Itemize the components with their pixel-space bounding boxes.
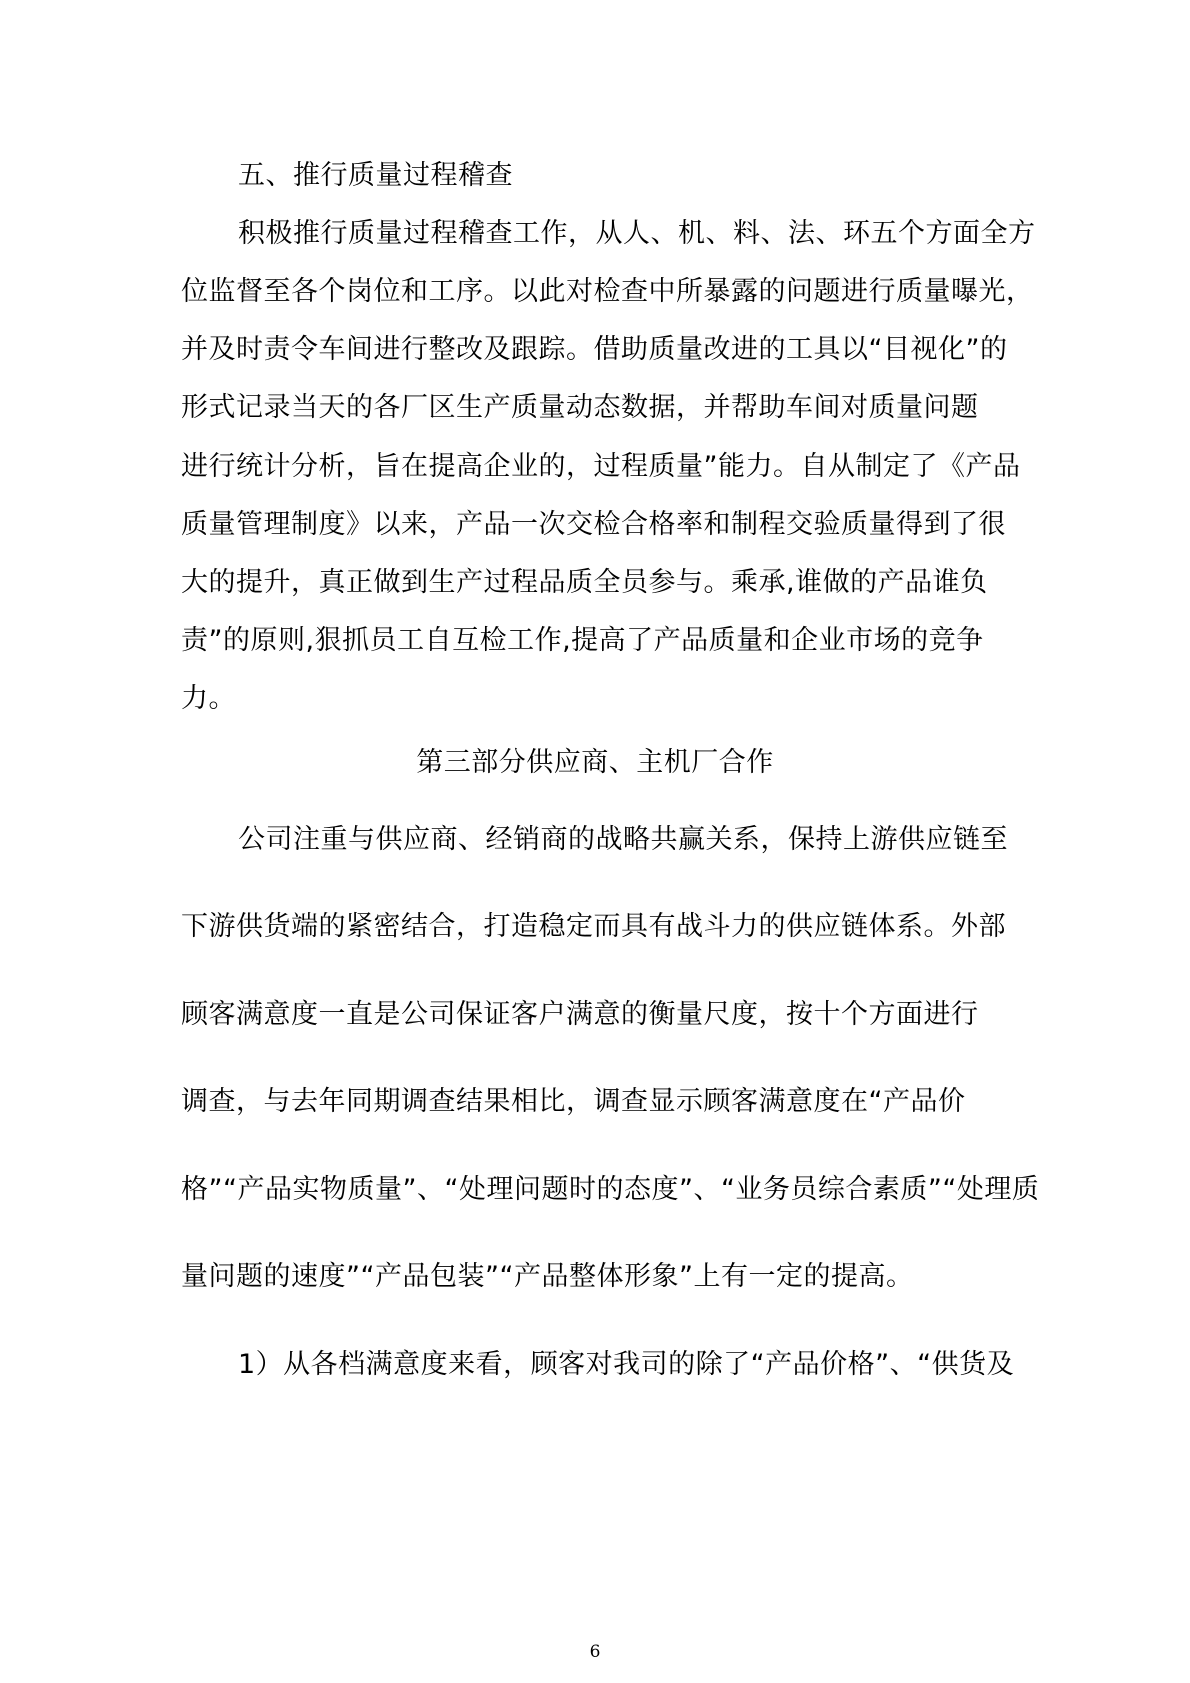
paragraph-line: 下游供货端的紧密结合，打造稳定而具有战斗力的供应链体系。外部 xyxy=(181,911,1006,942)
paragraph-line: 位监督至各个岗位和工序。以此对检查中所暴露的问题进行质量曝光， xyxy=(181,276,1034,307)
paragraph-line: 形式记录当天的各厂区生产质量动态数据，并帮助车间对质量问题 xyxy=(181,392,979,423)
paragraph-line: 调查，与去年同期调查结果相比，调查显示顾客满意度在“产品价 xyxy=(181,1086,966,1117)
paragraph-line: 力。 xyxy=(181,683,236,714)
section-heading: 五、推行质量过程稽查 xyxy=(238,160,513,191)
part-heading: 第三部分供应商、主机厂合作 xyxy=(416,747,774,778)
paragraph-line: 格”“产品实物质量”、“处理问题时的态度”、“业务员综合素质”“处理质 xyxy=(181,1174,1040,1205)
paragraph-line: 进行统计分析，旨在提高企业的，过程质量”能力。自从制定了《产品 xyxy=(181,451,1021,482)
page-number: 6 xyxy=(589,1642,601,1662)
paragraph-line: 大的提升，真正做到生产过程品质全员参与。乘承,谁做的产品谁负 xyxy=(181,567,988,598)
paragraph-line: 质量管理制度》以来，产品一次交检合格率和制程交验质量得到了很 xyxy=(181,509,1006,540)
paragraph-line: 责”的原则,狠抓员工自互检工作,提高了产品质量和企业市场的竞争 xyxy=(181,625,984,656)
paragraph-line: 量问题的速度”“产品包装”“产品整体形象”上有一定的提高。 xyxy=(181,1261,914,1292)
list-item: 1）从各档满意度来看，顾客对我司的除了“产品价格”、“供货及 xyxy=(238,1349,1015,1380)
paragraph-line: 并及时责令车间进行整改及跟踪。借助质量改进的工具以“目视化”的 xyxy=(181,334,1008,365)
paragraph-line: 公司注重与供应商、经销商的战略共赢关系，保持上游供应链至 xyxy=(238,824,1008,855)
paragraph-line: 顾客满意度一直是公司保证客户满意的衡量尺度，按十个方面进行 xyxy=(181,999,979,1030)
paragraph-line: 积极推行质量过程稽查工作，从人、机、料、法、环五个方面全方 xyxy=(238,218,1036,249)
